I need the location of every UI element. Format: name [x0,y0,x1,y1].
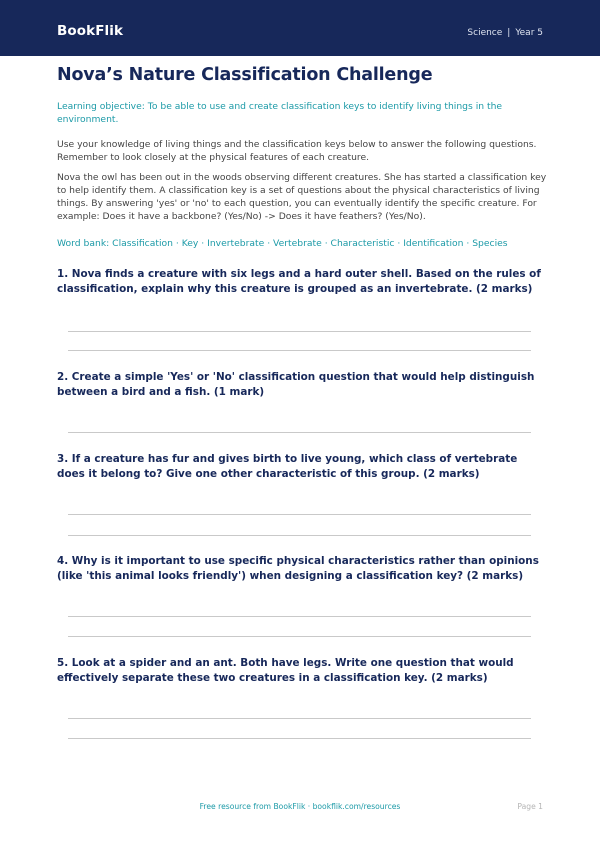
year-label: Year 5 [515,28,543,38]
question-1: 1. Nova finds a creature with six legs and a hard outer shell. Based on the rules of classification, explain why this creature is grouped as an invertebrate. (2 marks) [57,268,541,295]
question-3: 3. If a creature has fur and gives birth to live young, which class of vertebrate does it belong to? Give one other characteristic of this group. (2 marks) [57,453,518,480]
page-number: Page 1 [517,802,543,811]
answer-line-q1-2[interactable] [68,350,531,351]
page-title: Nova’s Nature Classification Challenge [57,65,433,85]
brand-logo-text[interactable]: BookFlik [57,23,124,39]
answer-line-q4-2[interactable] [68,636,531,637]
answer-line-q2-1[interactable] [68,432,531,433]
answer-line-q5-2[interactable] [68,738,531,739]
question-5: 5. Look at a spider and an ant. Both have legs. Write one question that would effectively separate these two creatures in a classification key. (2 marks) [57,657,514,684]
answer-line-q5-1[interactable] [68,718,531,719]
subject-label: Science [467,28,503,38]
question-2: 2. Create a simple 'Yes' or 'No' classification question that would help distinguish between a bird and a fish. (1 mark) [57,371,535,398]
header-bar [0,0,600,56]
answer-line-q3-2[interactable] [68,535,531,536]
answer-line-q1-1[interactable] [68,331,531,332]
answer-line-q3-1[interactable] [68,514,531,515]
learning-objective: Learning objective: To be able to use and create classification keys to identify living things in the environment. [57,101,503,125]
story-paragraph: Nova the owl has been out in the woods observing different creatures. She has started a classification key to help identify them. A classification key is a set of questions about the physical characteristics of living things. By answering 'yes' or 'no' to each question, you can eventually identify the specific creature. For example: Does it have a backbone? (Yes/No) -> Does it have feathers? (Yes/No). [57,172,547,222]
question-4: 4. Why is it important to use specific physical characteristics rather than opinions (like 'this animal looks friendly') when designing a classification key? (2 marks) [57,555,539,582]
footer-resource-link[interactable]: Free resource from BookFlik · bookflik.com/resources [199,802,401,811]
answer-line-q4-1[interactable] [68,616,531,617]
subject-year-label [467,28,543,38]
meta-separator: | [507,28,511,38]
word-bank: Word bank: Classification · Key · Invertebrate · Vertebrate · Characteristic · Identification · Species [57,238,508,249]
instructions-paragraph: Use your knowledge of living things and the classification keys below to answer the following questions. Remember to look closely at the physical features of each creature. [57,139,537,163]
